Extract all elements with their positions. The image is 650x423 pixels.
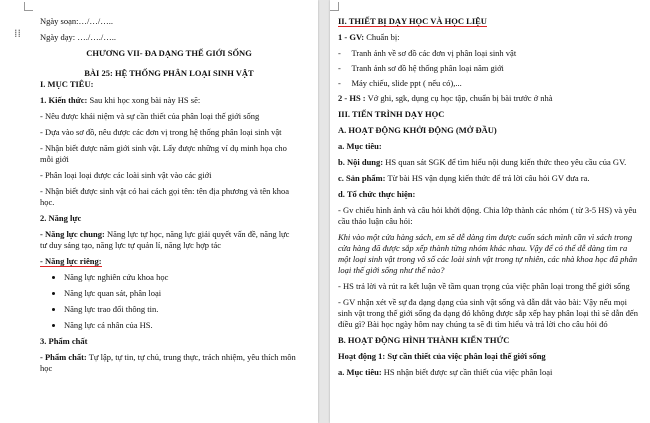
content-label: b. Nội dung: <box>338 157 384 167</box>
teacher-item: - Tranh ảnh sơ đồ hệ thống phân loại năm giới <box>338 63 504 73</box>
general-ability-text: Năng lực tự học, năng lực giải quyết vấn đề, năng lực tư duy sáng tạo, năng lực tự quản lí, năng lực hợp tác <box>40 229 290 250</box>
crop-mark <box>330 2 339 11</box>
content-row <box>338 157 638 168</box>
general-ability <box>40 229 298 251</box>
teacher-comment: - GV nhận xét về sự đa dạng dạng của sinh vật sống và dẫn dắt vào bài: Vậy nếu mọi sinh vật trong thế giới sống đa dạng đó không được sắp xếp hay phân loại thì sẽ dẫn đến điều gì? Bài học ngày hôm nay chúng ta sẽ đi tìm hiểu và trả lời cho câu hỏi đó <box>338 297 638 329</box>
knowledge-item: - Phân loại loại được các loài sinh vật vào các giới <box>40 170 212 180</box>
list-item: • Năng lực trao đổi thông tin. <box>64 304 298 315</box>
teacher-label: 1 - GV: <box>338 32 365 42</box>
content-text: HS quan sát SGK để tìm hiểu nội dung kiến thức theo yêu cầu của GV. <box>383 157 627 167</box>
knowledge-text: Sau khi học xong bài này HS sẽ: <box>87 95 201 105</box>
page-content <box>40 16 298 374</box>
activity-b-heading: B. HOẠT ĐỘNG HÌNH THÀNH KIẾN THỨC <box>338 335 510 345</box>
activity-1-heading: Hoạt động 1: Sự cần thiết của việc phân loại thế giới sống <box>338 351 546 361</box>
product-label: c. Sản phẩm: <box>338 173 386 183</box>
knowledge-item: - Dựa vào sơ đồ, nêu được các đơn vị trong hệ thống phân loại sinh vật <box>40 127 282 137</box>
date-teach: Ngày dạy: …./…./….. <box>40 32 117 42</box>
specific-ability-heading <box>40 256 298 267</box>
goal2-text: HS nhận biết được sự cần thiết của việc phân loại <box>381 367 553 377</box>
chapter-title: CHƯƠNG VII- ĐA DẠNG THẾ GIỚI SỐNG <box>86 48 252 58</box>
teacher-item-text: Tranh ảnh sơ đồ hệ thống phân loại năm giới <box>351 63 504 73</box>
product-text: Từ bài HS vận dụng kiến thức để trả lời câu hỏi GV đưa ra. <box>385 173 590 183</box>
knowledge-label: 1. Kiến thức: <box>40 95 88 105</box>
document-page-left <box>0 0 318 423</box>
activity-a-heading: A. HOẠT ĐỘNG KHỞI ĐỘNG (MỞ ĐẦU) <box>338 125 497 135</box>
section-objectives: I. MỤC TIÊU: <box>40 79 94 89</box>
answer-text: - HS trả lời và rút ra kết luận về tầm quan trọng của việc phân loại trong thế giới sống <box>338 281 630 291</box>
specific-ability-list <box>40 272 298 331</box>
section-equipment <box>338 16 638 27</box>
list-item: • Năng lực cá nhân của HS. <box>64 320 298 331</box>
lesson-title: BÀI 25: HỆ THỐNG PHÂN LOẠI SINH VẬT <box>84 68 254 78</box>
qualities-heading: 3. Phẩm chất <box>40 336 88 346</box>
goal2-row <box>338 367 638 378</box>
qualities-label: - Phẩm chất: <box>40 352 87 362</box>
teacher-item-text: Tranh ảnh về sơ đồ các đơn vị phân loại sinh vật <box>351 48 517 58</box>
qualities-body: Tự lập, tự tin, tự chủ, trung thực, trách nhiệm, yêu thích môn học <box>40 352 296 373</box>
document-page-right <box>330 0 650 423</box>
ability-heading: 2. Năng lực <box>40 213 82 223</box>
question-text: Khi vào một cửa hàng sách, em sẽ dễ dàng tìm được cuốn sách mình cần vì sách trong cửa hàng đã được sắp xếp thành từng nhóm khác nhau. Vậy để có thể dễ dàng tìm ra một loại sinh vật trong vô số các loài sinh vật trong tự nhiên, các nhà khoa học đã phân loại thế giới sống như thế nào? <box>338 232 638 275</box>
teacher-text: Chuẩn bị: <box>364 32 400 42</box>
goal-label: a. Mục tiêu: <box>338 141 382 151</box>
knowledge-item: - Nêu được khái niệm và sự cần thiết của phân loại thế giới sống <box>40 111 260 121</box>
list-item: • Năng lực quan sát, phân loại <box>64 288 298 299</box>
student-prep <box>338 93 638 104</box>
crop-mark <box>24 2 33 11</box>
teacher-item: - Máy chiếu, slide ppt ( nếu có),... <box>338 78 462 88</box>
organize-label: d. Tổ chức thực hiện: <box>338 189 416 199</box>
student-label: 2 - HS : <box>338 93 366 103</box>
specific-ability-label: - Năng lực riêng: <box>40 256 102 266</box>
date-compose: Ngày soạn:…/…/….. <box>40 16 113 26</box>
teacher-item: - Tranh ảnh về sơ đồ các đơn vị phân loại sinh vật <box>338 48 517 58</box>
goal2-label: a. Mục tiêu: <box>338 367 382 377</box>
student-text: Vở ghi, sgk, dụng cụ học tập, chuẩn bị bài trước ở nhà <box>365 93 553 103</box>
general-ability-label: - Năng lực chung: <box>40 229 105 239</box>
product-row <box>338 173 638 184</box>
organize-text: - Gv chiếu hình ảnh và câu hỏi khởi động. Chia lớp thành các nhóm ( từ 3-5 HS) và yêu cầu thảo luận câu hỏi: <box>338 205 637 226</box>
knowledge-item: - Nhận biết được năm giới sinh vật. Lấy được những ví dụ minh họa cho mỗi giới <box>40 143 287 164</box>
list-item: • Năng lực nghiên cứu khoa học <box>64 272 298 283</box>
teacher-prep <box>338 32 638 43</box>
knowledge-item: - Nhận biết được sinh vật có hai cách gọi tên: tên địa phương và tên khoa học. <box>40 186 290 207</box>
qualities-text <box>40 352 298 374</box>
page-content <box>338 16 638 378</box>
section-equipment-label: II. THIẾT BỊ DẠY HỌC VÀ HỌC LIỆU <box>338 16 487 26</box>
knowledge-intro <box>40 95 298 106</box>
move-handle-icon[interactable]: ⁞⁞ <box>14 27 21 40</box>
section-process: III. TIẾN TRÌNH DẠY HỌC <box>338 109 445 119</box>
teacher-item-text: Máy chiếu, slide ppt ( nếu có),... <box>351 78 462 88</box>
